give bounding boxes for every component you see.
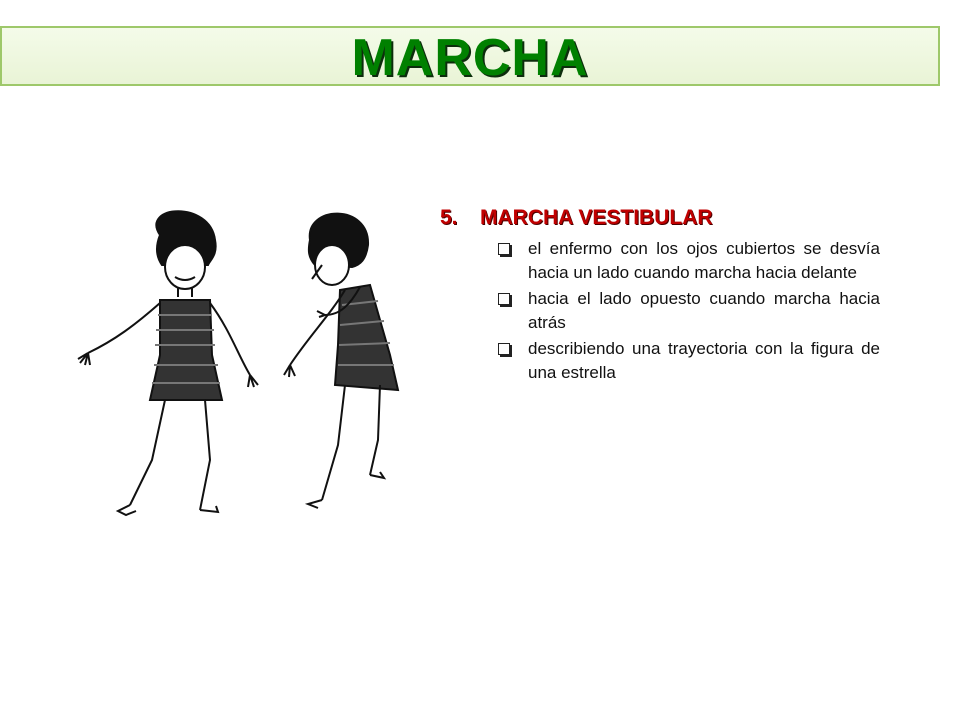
- bullet-text: hacia el lado opuesto cuando marcha hacia atrás: [528, 289, 880, 332]
- list-item: [440, 337, 880, 385]
- list-item: [440, 287, 880, 335]
- child-side-figure: [284, 214, 398, 508]
- section-heading-text: MARCHA VESTIBULAR: [480, 206, 713, 229]
- section-heading: [440, 205, 880, 231]
- child-front-figure: [78, 211, 258, 515]
- title-banner: [0, 26, 940, 86]
- bullet-text: describiendo una trayectoria con la figura de una estrella: [528, 339, 880, 382]
- list-item: [440, 237, 880, 285]
- section-number: 5.: [440, 206, 458, 229]
- content-block: [440, 205, 880, 387]
- bullet-list: [440, 237, 880, 385]
- walking-children-icon: [60, 205, 430, 525]
- checkbox-bullet-icon: [498, 293, 510, 305]
- checkbox-bullet-icon: [498, 243, 510, 255]
- slide-title: MARCHA: [351, 29, 589, 87]
- bullet-text: el enfermo con los ojos cubiertos se desvía hacia un lado cuando marcha hacia delante: [528, 239, 880, 282]
- children-illustration: [60, 205, 430, 525]
- checkbox-bullet-icon: [498, 343, 510, 355]
